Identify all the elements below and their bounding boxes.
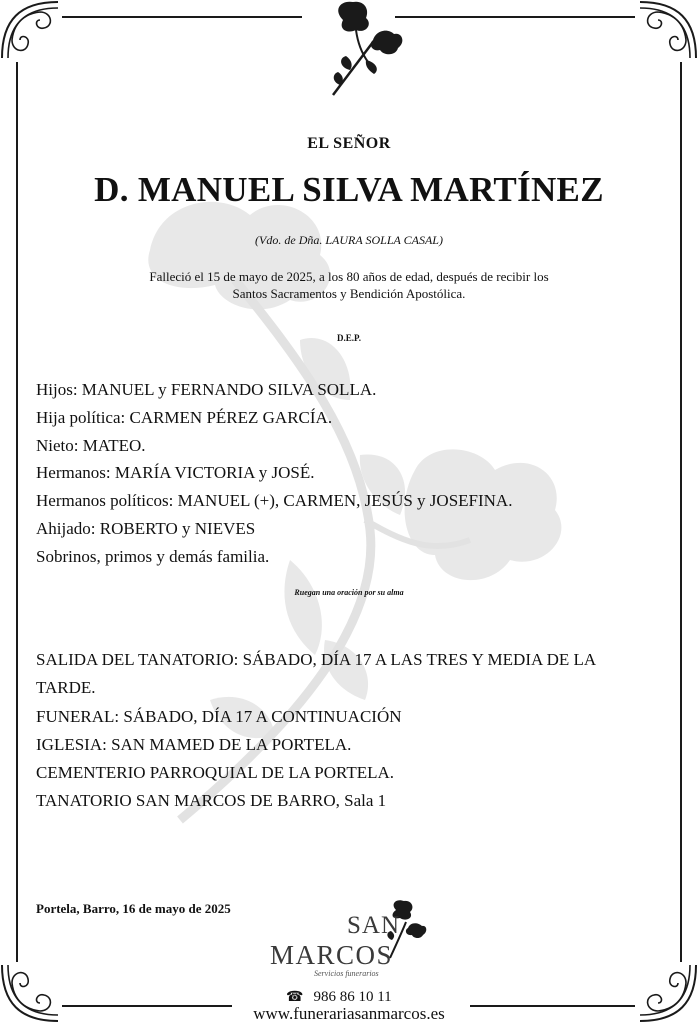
schedule-item: FUNERAL: SÁBADO, DÍA 17 A CONTINUACIÓN <box>36 706 402 726</box>
deceased-name: D. MANUEL SILVA MARTÍNEZ <box>94 170 604 209</box>
family-list <box>36 376 666 571</box>
family-item: Ahijado: ROBERTO y NIEVES <box>36 518 256 538</box>
logo-text-marcos: MARCOS <box>270 940 394 970</box>
family-item: Sobrinos, primos y demás familia. <box>36 546 270 566</box>
schedule-item: IGLESIA: SAN MAMED DE LA PORTELA. <box>36 734 352 754</box>
title-heading: EL SEÑOR <box>307 135 391 152</box>
prayer-request: Ruegan una oración por su alma <box>294 588 404 597</box>
corner-ornament-top-right-icon <box>634 0 698 64</box>
schedule-item: TANATORIO SAN MARCOS DE BARRO, Sala 1 <box>36 791 387 811</box>
frame-top-left <box>62 16 302 18</box>
family-item: Hermanos: MARÍA VICTORIA y JOSÉ. <box>36 463 315 483</box>
frame-top-right <box>395 16 635 18</box>
logo-text-san: SAN <box>347 912 401 939</box>
rose-icon <box>318 0 408 100</box>
family-item: Hija política: CARMEN PÉREZ GARCÍA. <box>36 407 333 427</box>
schedule-item: SALIDA DEL TANATORIO: SÁBADO, DÍA 17 A LAS TRES Y MEDIA DE LA TARDE. <box>36 650 596 698</box>
family-item: Hijos: MANUEL y FERNANDO SILVA SOLLA. <box>36 380 377 399</box>
schedule-list <box>36 646 666 816</box>
telephone-icon: ☎ <box>286 990 304 1005</box>
widow-note: (Vdo. de Dña. LAURA SOLLA CASAL) <box>255 233 443 247</box>
website-link[interactable]: www.funerariasanmarcos.es <box>253 1004 445 1023</box>
death-line: Falleció el 15 de mayo de 2025, a los 80 años de edad, después de recibir los <box>149 269 549 284</box>
place-date: Portela, Barro, 16 de mayo de 2025 <box>36 901 231 916</box>
death-notice <box>0 268 698 302</box>
death-line: Santos Sacramentos y Bendición Apostólica. <box>232 286 466 301</box>
logo-tagline: Servicios funerarios <box>314 969 379 978</box>
schedule-item: CEMENTERIO PARROQUIAL DE LA PORTELA. <box>36 763 395 783</box>
family-item: Nieto: MATEO. <box>36 435 146 455</box>
family-item: Hermanos políticos: MANUEL (+), CARMEN, JESÚS y JOSEFINA. <box>36 491 513 511</box>
phone-number[interactable]: 986 86 10 11 <box>313 989 392 1005</box>
corner-ornament-top-left-icon <box>0 0 64 64</box>
funeral-home-logo <box>262 900 442 980</box>
dep-label: D.E.P. <box>337 333 361 343</box>
